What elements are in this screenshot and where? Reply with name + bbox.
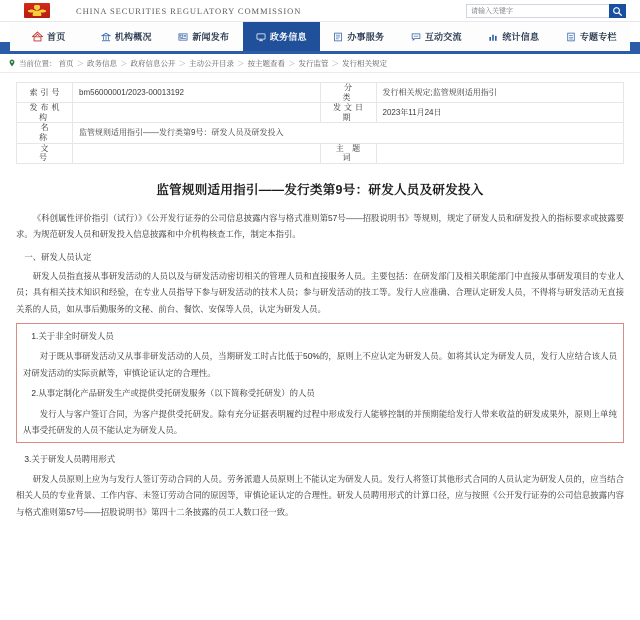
meta-value-issue-date: 2023年11月24日: [376, 103, 624, 123]
nav-item-government-info[interactable]: [243, 22, 321, 51]
nav-item-services[interactable]: [320, 22, 398, 51]
nav-label: 统计信息: [502, 32, 540, 42]
highlight-item-1-body: 对于既从事研发活动又从事非研发活动的人员，当期研发工时占比低于50%的，原则上不应认定为研发人员。如将其认定为研发人员，发行人应结合该人员对研发活动的实际贡献等，审慎论证认定的合理性。: [23, 351, 617, 378]
breadcrumb-item-6[interactable]: 发行相关规定: [342, 58, 387, 68]
nav-item-special-topics[interactable]: [553, 22, 631, 51]
meta-key: 名 称: [17, 123, 73, 143]
site-title-en: CHINA SECURITIES REGULATORY COMMISSION: [76, 5, 302, 16]
highlight-item-2-heading: 2.从事定制化产品研发生产或提供受托研发服务（以下简称受托研发）的人员: [31, 388, 315, 399]
nav-item-organization[interactable]: [88, 22, 166, 51]
nav-label: 首页: [47, 32, 66, 42]
nav-label: 互动交流: [424, 32, 462, 42]
table-row: [17, 123, 624, 143]
meta-value-subject-words: [376, 143, 624, 163]
nav-item-home[interactable]: [10, 22, 88, 51]
breadcrumb-item-0[interactable]: 首页: [58, 58, 74, 68]
document-metadata-table: [16, 82, 624, 164]
bank-icon: [101, 32, 111, 42]
nav-item-news[interactable]: [165, 22, 243, 51]
meta-key: 文 号: [17, 143, 73, 163]
search-icon: [612, 6, 623, 17]
meta-value-index-number: bm56000001/2023-00013192: [73, 83, 321, 103]
nav-item-interaction[interactable]: [398, 22, 476, 51]
monitor-icon: [256, 32, 266, 42]
breadcrumb-separator: ＞: [288, 58, 296, 68]
meta-key: 索引号: [17, 83, 73, 103]
bar-chart-icon: [488, 32, 498, 42]
list-icon: [566, 32, 576, 42]
breadcrumb-separator: ＞: [120, 58, 128, 68]
chat-icon: [411, 32, 421, 42]
meta-key: 发文日期: [320, 103, 376, 123]
meta-key: 分 类: [320, 83, 376, 103]
search-area: [466, 4, 626, 18]
meta-value-category: 发行相关规定;监管规则适用指引: [376, 83, 624, 103]
breadcrumb-separator: ＞: [331, 58, 339, 68]
breadcrumb-item-5[interactable]: 发行监管: [298, 58, 329, 68]
page-title: 监管规则适用指引——发行类第9号：研发人员及研发投入: [156, 182, 484, 197]
national-emblem-icon: [24, 3, 50, 18]
table-row: [17, 103, 624, 123]
main-navigation: [0, 22, 640, 54]
meta-value-doc-number: [73, 143, 321, 163]
home-icon: [32, 31, 43, 42]
section-1-body: 研发人员指直接从事研发活动的人员以及与研发活动密切相关的管理人员和直接服务人员。主要包括：在研发部门及相关职能部门中直接从事研发项目的专业人员；具有相关技术知识和经验，在专业人员指导下参与研发活动的技术人员；参与研发活动的技工等。发行人应准确、合理认定研发人员，不得将与研发活动无直接关系的人员，如从事后勤服务的文秘、前台、餐饮、安保等人员，认定为研发人员。: [16, 270, 624, 314]
breadcrumb-item-3[interactable]: 主动公开目录: [189, 58, 234, 68]
page-content: [0, 73, 640, 520]
item-3-body: 研发人员原则上应为与发行人签订劳动合同的人员。劳务派遣人员原则上不能认定为研发人员。发行人将签订其他形式合同的人员认定为研发人员的，应当结合相关人员的专业背景、工作内容、未签订劳动合同的原因等，审慎论证认定的合理性。研发人员聘用形式的计算口径，应与按照《公开发行证券的公司信息披露内容与格式准则第57号——招股说明书》第四十二条披露的员工人数口径一致。: [16, 473, 624, 517]
newspaper-icon: [178, 32, 188, 42]
table-row: [17, 143, 624, 163]
meta-value-issuing-org: [73, 103, 321, 123]
nav-label: 新闻发布: [192, 32, 230, 42]
nav-label: 专题专栏: [579, 32, 617, 42]
section-1-heading: 一、研发人员认定: [24, 251, 92, 262]
breadcrumb-separator: ＞: [237, 58, 245, 68]
meta-value-name: 监管规则适用指引——发行类第9号：研发人员及研发投入: [73, 123, 624, 143]
highlighted-section: [16, 323, 624, 443]
nav-label: 机构概况: [114, 32, 152, 42]
breadcrumb-separator: ＞: [76, 58, 84, 68]
highlight-item-2-body: 发行人与客户签订合同，为客户提供受托研发。除有充分证据表明履约过程中形成发行人能够控制的并预期能给发行人带来收益的研发成果外，原则上单纯从事受托研发的人员不能认定为研发人员。: [23, 408, 617, 436]
location-pin-icon: [8, 59, 16, 67]
table-row: [17, 83, 624, 103]
meta-key: 主 题 词: [320, 143, 376, 163]
breadcrumb-item-1[interactable]: 政务信息: [87, 58, 117, 68]
site-header: [0, 0, 640, 22]
meta-key: 发布机构: [17, 103, 73, 123]
nav-label: 政务信息: [269, 32, 307, 42]
breadcrumb-item-2[interactable]: 政府信息公开: [130, 58, 176, 68]
breadcrumb-label: 当前位置：: [19, 58, 57, 68]
item-3-heading: 3.关于研发人员聘用形式: [24, 454, 116, 465]
highlight-item-1-heading: 1.关于非全时研发人员: [31, 331, 114, 342]
breadcrumb-separator: ＞: [178, 58, 186, 68]
document-icon: [333, 32, 343, 42]
nav-item-statistics[interactable]: [475, 22, 553, 51]
breadcrumb-item-4[interactable]: 按主题查看: [247, 58, 285, 68]
article-intro-paragraph: 《科创属性评价指引（试行）》《公开发行证券的公司信息披露内容与格式准则第57号——招股说明书》等规则，规定了研发人员和研发投入的指标要求或披露要求。为规范研发人员和研发投入信息披露和中介机构核查工作，制定本指引。: [16, 212, 624, 240]
nav-items-container: [10, 22, 630, 54]
breadcrumb: [0, 54, 640, 73]
nav-label: 办事服务: [347, 32, 385, 42]
search-input[interactable]: [466, 4, 609, 18]
search-button[interactable]: [609, 4, 626, 18]
